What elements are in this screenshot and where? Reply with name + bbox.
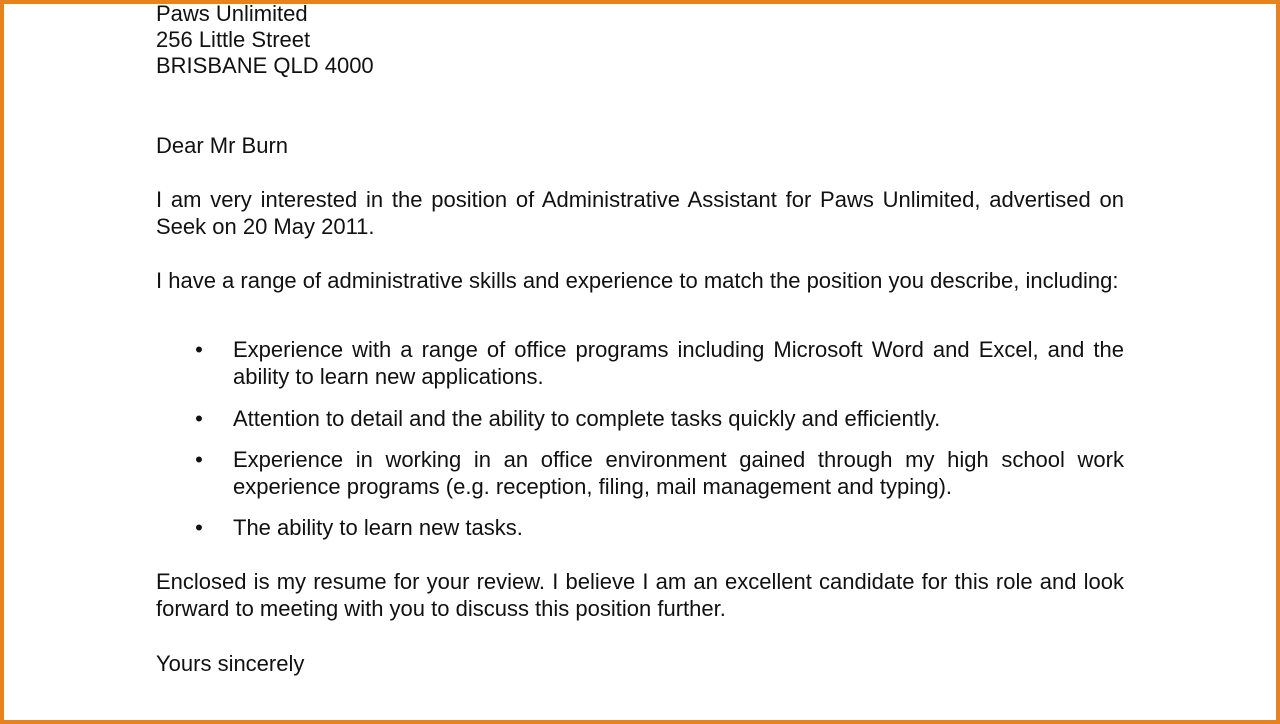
address-line-street: 256 Little Street <box>156 27 311 52</box>
bullet-item-office-experience: Experience in working in an office environment gained through my high school work experience programs (e.g. reception, filing, mail management and typing). <box>233 447 1124 499</box>
address-line-company: Paws Unlimited <box>156 1 308 26</box>
address-line-city: BRISBANE QLD 4000 <box>156 53 374 78</box>
bullet-marker: • <box>195 447 203 472</box>
bullet-marker: • <box>195 406 203 431</box>
salutation: Dear Mr Burn <box>156 133 289 158</box>
bullet-item-office-programs: Experience with a range of office programs including Microsoft Word and Excel, and the ability to learn new applications. <box>233 337 1124 389</box>
bullet-marker: • <box>195 515 203 540</box>
paragraph-enclosed: Enclosed is my resume for your review. I believe I am an excellent candidate for this role and look forward to meeting with you to discuss this position further. <box>156 569 1124 621</box>
bullet-marker: • <box>195 337 203 362</box>
paragraph-intro: I am very interested in the position of Administrative Assistant for Paws Unlimited, advertised on Seek on 20 May 2011. <box>156 187 1124 239</box>
closing: Yours sincerely <box>156 651 305 676</box>
bullet-item-learn-tasks: The ability to learn new tasks. <box>233 515 523 540</box>
letter-page <box>4 1 1276 720</box>
bullet-item-attention-to-detail: Attention to detail and the ability to complete tasks quickly and efficiently. <box>233 406 941 431</box>
paragraph-skills: I have a range of administrative skills and experience to match the position you describe, including: <box>156 268 1119 293</box>
